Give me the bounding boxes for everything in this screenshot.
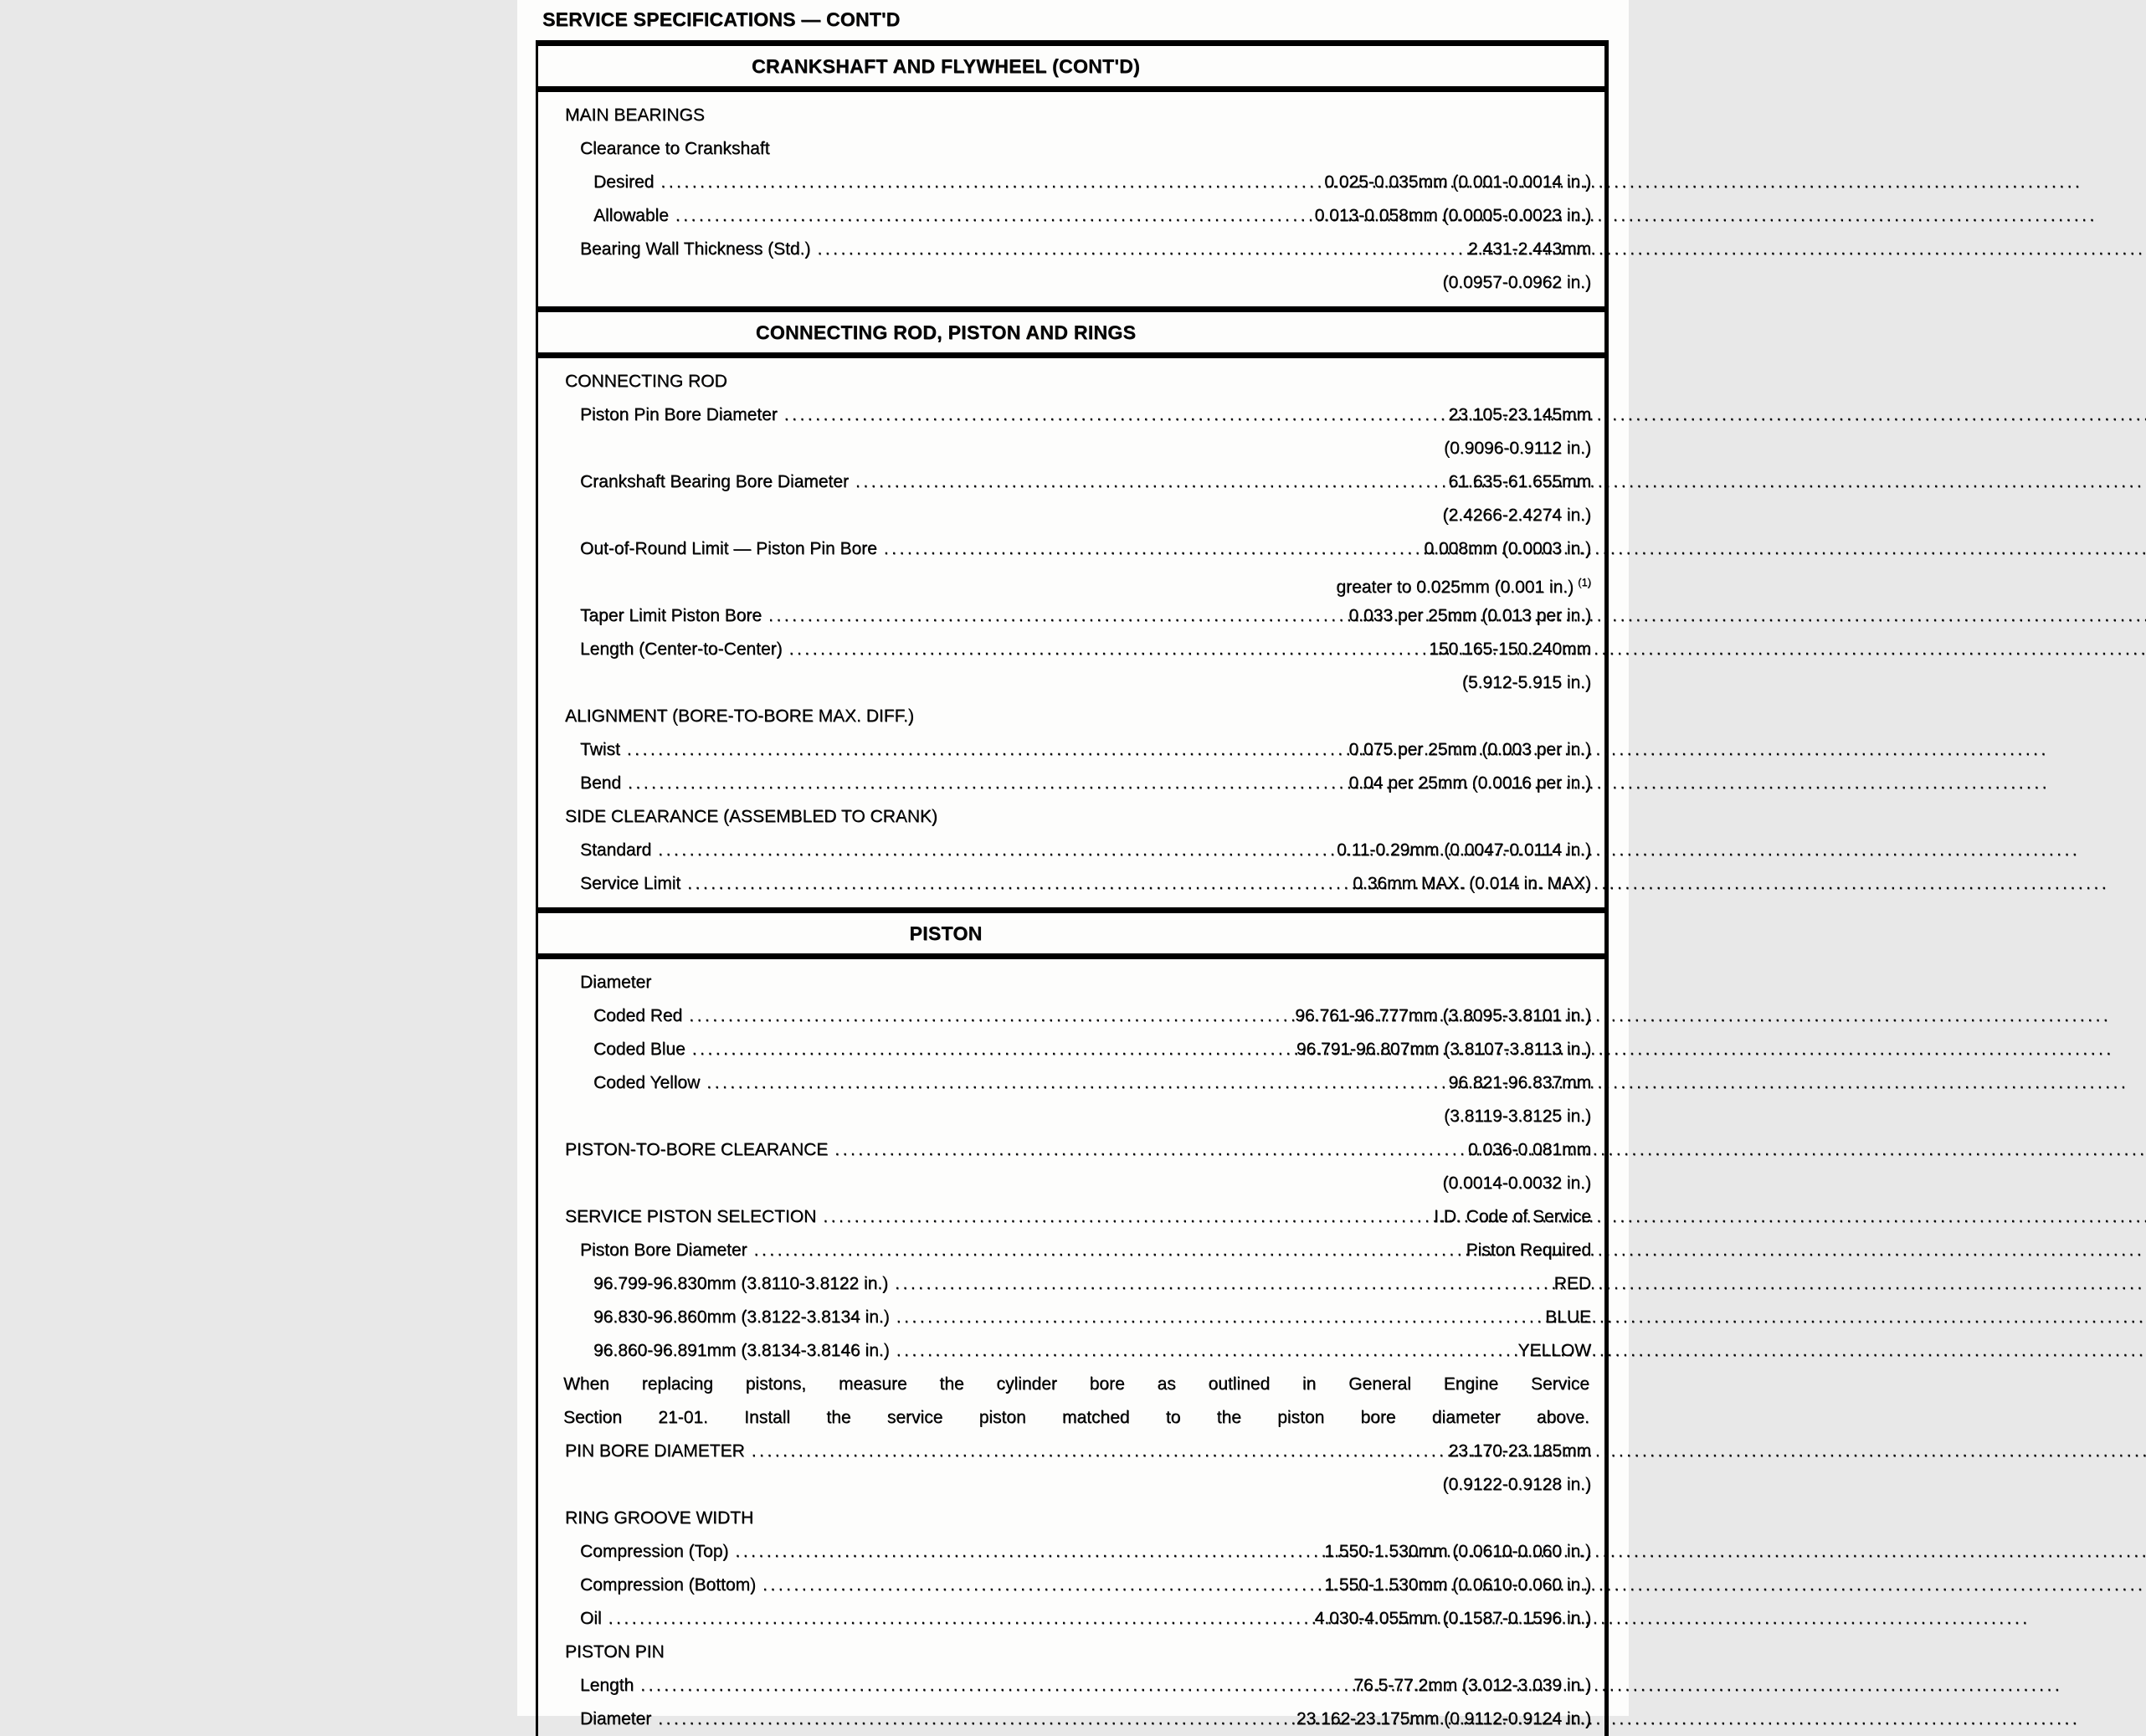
spec-row	[538, 465, 1591, 499]
spec-value: 96.821-96.837mm	[1448, 1073, 1591, 1092]
spec-value-continuation: (0.0014-0.0032 in.)	[1442, 1174, 1591, 1193]
spec-label: Out-of-Round Limit — Piston Pin Bore	[580, 539, 877, 558]
dotted-leader	[627, 733, 1341, 767]
spec-row	[538, 1234, 1591, 1267]
spec-value: 0.008mm (0.0003 in.)	[1424, 539, 1591, 558]
heading-row	[538, 1636, 1591, 1669]
dotted-leader	[834, 1133, 1460, 1167]
dotted-leader	[817, 233, 1459, 266]
heading-row	[538, 800, 1591, 834]
heading-text: RING GROOVE WIDTH	[565, 1508, 754, 1528]
spec-row	[538, 1133, 1591, 1167]
dotted-leader	[735, 1535, 1316, 1569]
spec-row	[538, 166, 1591, 199]
spec-row	[538, 199, 1591, 233]
spec-value: 96.791-96.807mm (3.8107-3.8113 in.)	[1296, 1040, 1591, 1059]
spec-row	[538, 834, 1591, 867]
spec-label: Coded Yellow	[593, 1073, 701, 1092]
spec-label: 96.860-96.891mm (3.8134-3.8146 in.)	[593, 1341, 890, 1360]
continuation-row	[538, 1100, 1591, 1133]
spec-value-continuation: (0.0957-0.0962 in.)	[1442, 273, 1591, 292]
dotted-leader	[689, 999, 1286, 1033]
spec-label: PISTON-TO-BORE CLEARANCE	[565, 1140, 829, 1159]
spec-value: 23.105-23.145mm	[1448, 405, 1591, 424]
spec-label: Taper Limit Piston Bore	[580, 606, 762, 625]
dotted-leader	[628, 767, 1340, 800]
section-header-text: CRANKSHAFT AND FLYWHEEL (CONT'D)	[752, 55, 1140, 77]
spec-value: 0.036-0.081mm	[1467, 1140, 1591, 1159]
spec-label: Allowable	[593, 206, 669, 225]
section-header-crankshaft-and-flywheel	[538, 40, 1604, 92]
section-header-text: PISTON	[909, 922, 983, 944]
spec-label: 96.830-96.860mm (3.8122-3.8134 in.)	[593, 1307, 890, 1327]
spec-row	[538, 1669, 1591, 1703]
spec-label: Piston Bore Diameter	[580, 1240, 747, 1260]
heading-text: Clearance to Crankshaft	[580, 139, 770, 158]
spec-value: Piston Required	[1466, 1240, 1591, 1260]
dotted-leader	[823, 1200, 1425, 1234]
dotted-leader	[855, 465, 1440, 499]
dotted-leader	[687, 867, 1344, 901]
spec-value: 0.033 per 25mm (0.013 per in.)	[1348, 606, 1591, 625]
heading-row	[538, 966, 1591, 999]
continuation-row	[538, 566, 1591, 599]
spec-value: 23.162-23.175mm (0.9112-0.9124 in.)	[1296, 1709, 1591, 1728]
spec-label: Bend	[580, 773, 622, 793]
spec-row	[538, 1435, 1591, 1468]
spec-value: 0.025-0.035mm (0.001-0.0014 in.)	[1324, 172, 1591, 192]
spec-label: Length	[580, 1676, 634, 1695]
continuation-row	[538, 432, 1591, 465]
spec-label: PIN BORE DIAMETER	[565, 1441, 745, 1461]
spec-value: 0.11-0.29mm (0.0047-0.0114 in.)	[1337, 840, 1591, 860]
spec-value: I.D. Code of Service	[1434, 1207, 1591, 1226]
spec-value: 1.550-1.530mm (0.0610-0.060 in.)	[1324, 1575, 1591, 1595]
heading-text: Diameter	[580, 973, 652, 992]
spec-value: 0.013-0.058mm (0.0005-0.0023 in.)	[1314, 206, 1591, 225]
spec-value-continuation: (3.8119-3.8125 in.)	[1444, 1107, 1591, 1126]
spec-value: 1.550-1.530mm (0.0610-0.060 in.)	[1324, 1542, 1591, 1561]
dotted-leader	[768, 599, 1340, 633]
dotted-leader	[752, 1435, 1440, 1468]
spec-value-continuation: (2.4266-2.4274 in.)	[1442, 506, 1591, 525]
spec-row	[538, 1033, 1591, 1066]
spec-row	[538, 599, 1591, 633]
spec-value: 2.431-2.443mm	[1467, 239, 1591, 259]
spec-row	[538, 532, 1591, 566]
spec-label: Twist	[580, 740, 620, 759]
dotted-leader	[608, 1602, 1307, 1636]
scanned-manual-page	[517, 0, 1629, 1728]
section-header-text: CONNECTING ROD, PISTON AND RINGS	[755, 321, 1137, 343]
spec-value: 0.36mm MAX. (0.014 in. MAX)	[1353, 874, 1591, 893]
spec-value: RED	[1553, 1274, 1591, 1293]
section-header-piston	[538, 907, 1604, 959]
dotted-leader	[658, 834, 1328, 867]
heading-text: MAIN BEARINGS	[565, 105, 705, 125]
spec-value: 96.761-96.777mm (3.8095-3.8101 in.)	[1295, 1006, 1591, 1025]
continuation-row	[538, 1167, 1591, 1200]
section-body-connecting-rod-piston-rings	[538, 358, 1604, 907]
spec-value: 76.5-77.2mm (3.012-3.039 in.)	[1353, 1676, 1591, 1695]
heading-text: CONNECTING ROD	[565, 372, 727, 391]
spec-row	[538, 633, 1591, 666]
page-title: SERVICE SPECIFICATIONS — CONT'D	[542, 8, 901, 30]
dotted-leader	[660, 166, 1316, 199]
spec-label: Piston Pin Bore Diameter	[580, 405, 778, 424]
spec-label: Desired	[593, 172, 655, 192]
dotted-leader	[784, 398, 1440, 432]
paragraph-row: When replacing pistons, measure the cylinder bore as outlined in General Engine Service	[563, 1374, 1589, 1394]
spec-label: Coded Blue	[593, 1040, 685, 1059]
heading-row	[538, 132, 1591, 166]
spec-label: Oil	[580, 1609, 602, 1628]
spec-row	[538, 1334, 1591, 1368]
spec-value-continuation: (5.912-5.915 in.)	[1461, 673, 1591, 692]
spec-row	[538, 767, 1591, 800]
dotted-leader	[896, 1301, 1537, 1334]
section-body-crankshaft-and-flywheel	[538, 92, 1604, 306]
spec-label: Diameter	[580, 1709, 652, 1728]
spec-label: Compression (Bottom)	[580, 1575, 757, 1595]
spec-row	[538, 1602, 1591, 1636]
dotted-leader	[895, 1267, 1545, 1301]
footnote-marker: (1)	[1578, 576, 1591, 588]
spec-value: 23.170-23.185mm	[1448, 1441, 1591, 1461]
spec-row	[538, 867, 1591, 901]
heading-text: ALIGNMENT (BORE-TO-BORE MAX. DIFF.)	[565, 706, 914, 726]
heading-row	[538, 365, 1591, 398]
spec-value: 0.04 per 25mm (0.0016 per in.)	[1348, 773, 1591, 793]
dotted-leader	[640, 1669, 1345, 1703]
spec-label: 96.799-96.830mm (3.8110-3.8122 in.)	[593, 1274, 889, 1293]
spec-label: Coded Red	[593, 1006, 683, 1025]
spec-value-continuation: (0.9096-0.9112 in.)	[1444, 439, 1591, 458]
spec-value: 61.635-61.655mm	[1448, 472, 1591, 491]
spec-row	[538, 1200, 1591, 1234]
heading-row	[538, 99, 1591, 132]
spec-value: 0.075 per 25mm (0.003 per in.)	[1348, 740, 1591, 759]
spec-label: Bearing Wall Thickness (Std.)	[580, 239, 811, 259]
spec-label: Service Limit	[580, 874, 681, 893]
spec-row	[538, 1267, 1591, 1301]
dotted-leader	[675, 199, 1307, 233]
heading-row	[538, 1502, 1591, 1535]
spec-row	[538, 1569, 1591, 1602]
spec-row	[538, 398, 1591, 432]
dotted-leader	[789, 633, 1421, 666]
continuation-row	[538, 499, 1591, 532]
paragraph-row: Section 21-01. Install the service piston matched to the piston bore diameter above.	[563, 1408, 1589, 1427]
dotted-leader	[658, 1703, 1288, 1736]
spec-value-continuation: (0.9122-0.9128 in.)	[1442, 1475, 1591, 1494]
spec-value: 4.030-4.055mm (0.1587-0.1596 in.)	[1314, 1609, 1591, 1628]
dotted-leader	[762, 1569, 1316, 1602]
dotted-leader	[754, 1234, 1458, 1267]
spec-value: YELLOW	[1517, 1341, 1591, 1360]
spec-row	[538, 1066, 1591, 1100]
heading-text: SIDE CLEARANCE (ASSEMBLED TO CRANK)	[565, 807, 937, 826]
spec-label: Crankshaft Bearing Bore Diameter	[580, 472, 849, 491]
spec-label: Compression (Top)	[580, 1542, 729, 1561]
section-header-connecting-rod-piston-rings	[538, 306, 1604, 358]
continuation-row	[538, 266, 1591, 300]
spec-value: BLUE	[1545, 1307, 1591, 1327]
dotted-leader	[896, 1334, 1510, 1368]
spec-row	[538, 233, 1591, 266]
continuation-row	[538, 1468, 1591, 1502]
spec-row	[538, 1535, 1591, 1569]
dotted-leader	[884, 532, 1416, 566]
spec-label: Standard	[580, 840, 652, 860]
spec-label: Length (Center-to-Center)	[580, 639, 783, 659]
dotted-leader	[692, 1033, 1288, 1066]
spec-row	[538, 1703, 1591, 1736]
spec-row	[538, 1301, 1591, 1334]
spec-value-continuation: greater to 0.025mm (0.001 in.)	[1336, 578, 1574, 597]
dotted-leader	[706, 1066, 1440, 1100]
specifications-table	[536, 40, 1609, 1736]
continuation-row	[538, 666, 1591, 700]
spec-label: SERVICE PISTON SELECTION	[565, 1207, 817, 1226]
heading-row	[538, 700, 1591, 733]
spec-value: 150.165-150.240mm	[1429, 639, 1591, 659]
heading-text: PISTON PIN	[565, 1642, 665, 1662]
spec-row	[538, 999, 1591, 1033]
spec-row	[538, 733, 1591, 767]
section-body-piston	[538, 959, 1604, 1736]
